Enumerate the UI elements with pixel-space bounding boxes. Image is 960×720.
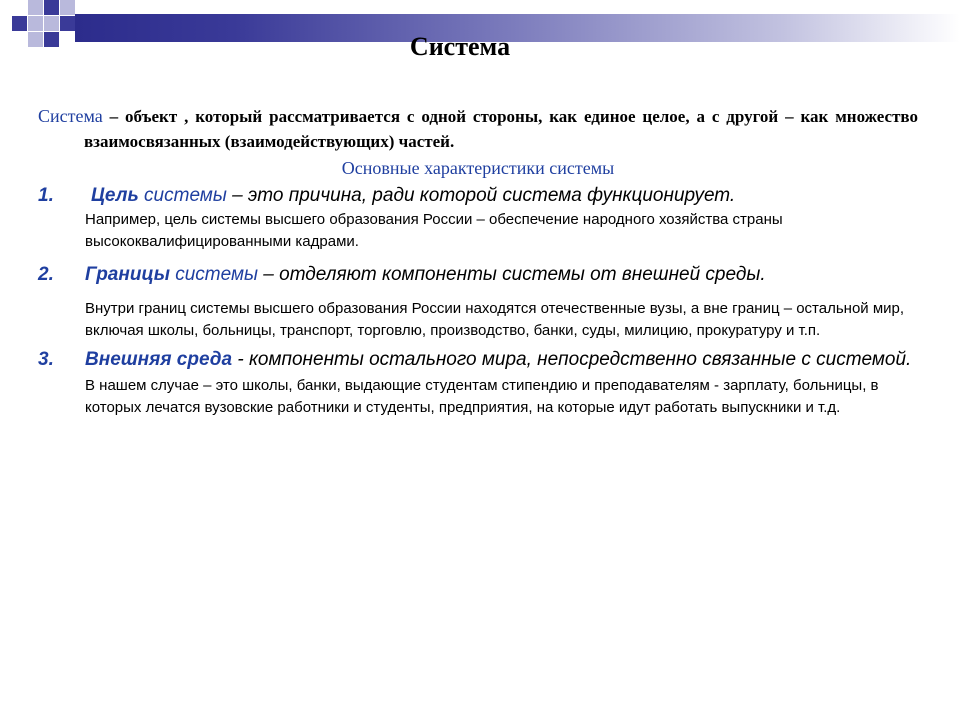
item-number: 3. (38, 349, 54, 370)
list-item-boundaries (38, 261, 918, 288)
definition-text: – объект , который рассматривается с одной стороны, как единое целое, а с другой – как множество взаимосвязанных (взаимодействующих) частей. (84, 107, 918, 151)
section-subtitle: Основные характеристики системы (341, 158, 615, 178)
definition-paragraph (38, 104, 918, 154)
item-text: - компоненты остального мира, непосредственно связанные с системой. (232, 349, 912, 370)
item-number: 2. (38, 264, 54, 285)
slide-title: Система (409, 32, 511, 61)
item-note: Внутри границ системы высшего образования России находятся отечественные вузы, а вне границ – остальной мир, включая школы, больницы, транспорт, торговлю, производство, банки, суды, милицию, прокуратуру и т.п. (85, 300, 905, 339)
decor-square (44, 16, 59, 31)
decor-square (28, 16, 43, 31)
decor-square (60, 16, 75, 31)
slide-content (38, 104, 918, 419)
decor-square (60, 0, 75, 15)
decor-square (44, 0, 59, 15)
item-text: – это причина, ради которой система функционирует. (226, 185, 736, 206)
decor-square (28, 0, 43, 15)
list-item-environment (38, 346, 918, 373)
item-number: 1. (38, 185, 54, 206)
decor-square (12, 16, 27, 31)
item-text: – отделяют компоненты системы от внешней среды. (258, 264, 766, 285)
item-note: Например, цель системы высшего образования России – обеспечение народного хозяйства страны высококвалифицированными кадрами. (85, 211, 783, 250)
item-keyword: Внешняя среда (85, 349, 233, 370)
item-keyword: Границы (85, 264, 170, 285)
list-item-goal (38, 182, 918, 209)
item-keyword-rest: системы (169, 264, 258, 285)
item-note: В нашем случае – это школы, банки, выдающие студентам стипендию и преподавателям - зарплату, больницы, в которых лечатся вузовские работники и студенты, предприятия, на которые идут работать выпускники и т.д. (85, 377, 879, 416)
definition-term: Система (38, 106, 103, 126)
item-keyword: Цель (91, 185, 139, 206)
item-keyword-rest: системы (138, 185, 227, 206)
